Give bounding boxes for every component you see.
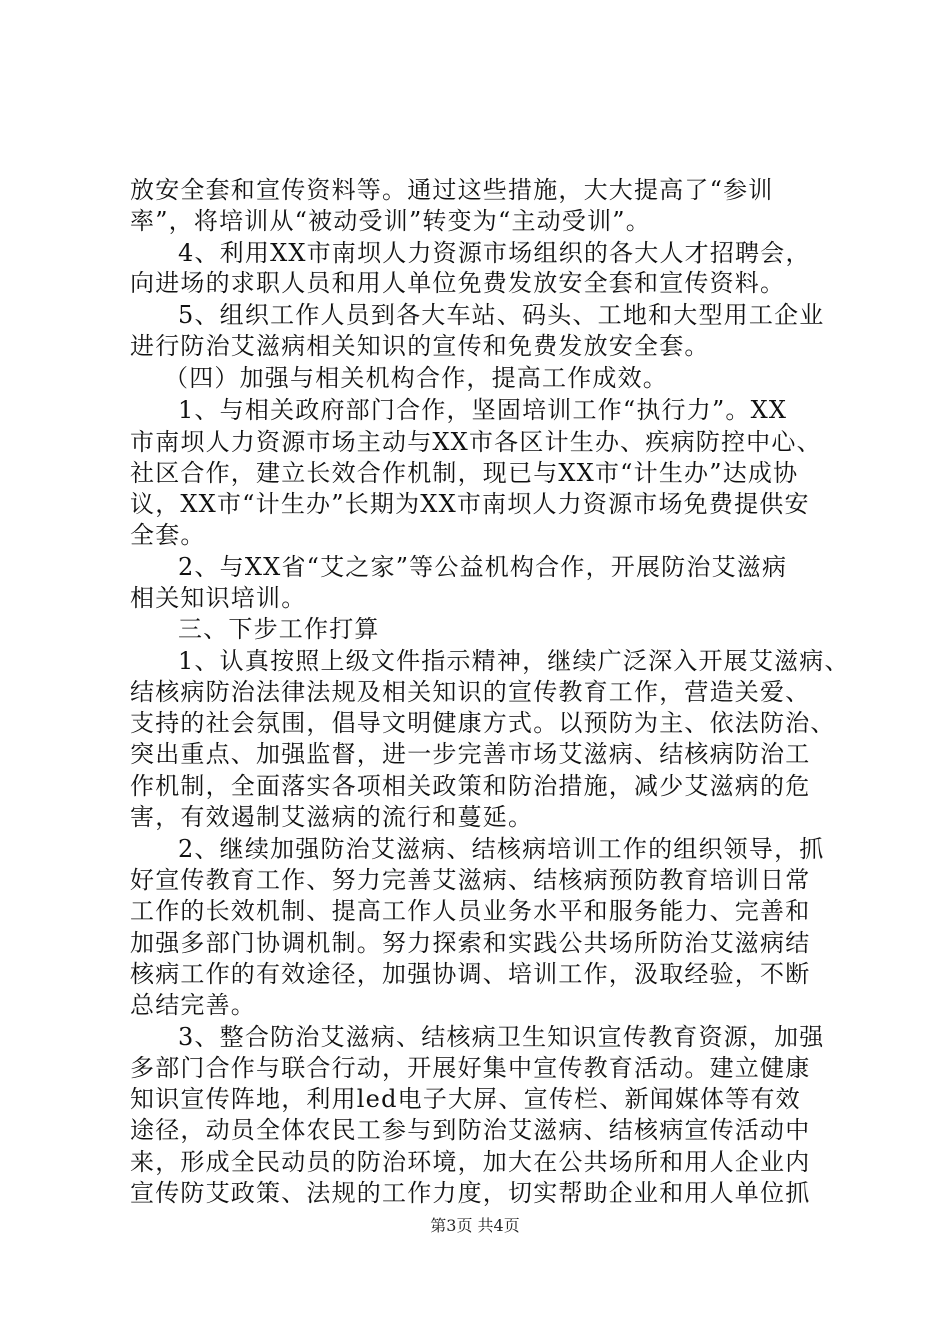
text-line: 社区合作，建立长效合作机制，现已与XX市“计生办”达成协 [130, 459, 799, 487]
text-line: 3、整合防治艾滋病、结核病卫生知识宣传教育资源，加强 [178, 1023, 825, 1051]
text-line: 议，XX市“计生办”长期为XX市南坝人力资源市场免费提供安 [130, 490, 810, 518]
section-heading: 三、下步工作打算 [178, 615, 380, 643]
text-line: 多部门合作与联合行动，开展好集中宣传教育活动。建立健康 [130, 1054, 811, 1082]
text-line: 核病工作的有效途径，加强协调、培训工作，汲取经验，不断 [130, 960, 811, 988]
text-line: 来，形成全民动员的防治环境，加大在公共场所和用人企业内 [130, 1148, 811, 1176]
text-line: 总结完善。 [130, 991, 256, 1019]
text-line: 突出重点、加强监督，进一步完善市场艾滋病、结核病防治工 [130, 740, 811, 768]
text-line: 2、与XX省“艾之家”等公益机构合作，开展防治艾滋病 [178, 553, 788, 581]
section-heading: （四）加强与相关机构合作，提高工作成效。 [164, 364, 668, 392]
text-line: 加强多部门协调机制。努力探索和实践公共场所防治艾滋病结 [130, 929, 811, 957]
text-line: 进行防治艾滋病相关知识的宣传和免费发放安全套。 [130, 332, 710, 360]
page-number-footer: 第3页 共4页 [430, 1216, 520, 1235]
text-line: 1、与相关政府部门合作，坚固培训工作“执行力”。XX [178, 396, 788, 424]
text-line: 5、组织工作人员到各大车站、码头、工地和大型用工企业 [178, 301, 825, 329]
text-line: 支持的社会氛围，倡导文明健康方式。以预防为主、依法防治、 [130, 709, 836, 737]
text-line: 作机制，全面落实各项相关政策和防治措施，减少艾滋病的危 [130, 772, 811, 800]
text-line: 途径，动员全体农民工参与到防治艾滋病、结核病宣传活动中 [130, 1116, 811, 1144]
text-line: 4、利用XX市南坝人力资源市场组织的各大人才招聘会， [178, 239, 811, 267]
text-line: 全套。 [130, 521, 206, 549]
text-line: 2、继续加强防治艾滋病、结核病培训工作的组织领导，抓 [178, 835, 825, 863]
text-line: 结核病防治法律法规及相关知识的宣传教育工作，营造关爱、 [130, 678, 811, 706]
text-line: 市南坝人力资源市场主动与XX市各区计生办、疾病防控中心、 [130, 428, 822, 456]
text-line: 1、认真按照上级文件指示精神，继续广泛深入开展艾滋病、 [178, 647, 850, 675]
text-line: 相关知识培训。 [130, 584, 307, 612]
text-line: 好宣传教育工作、努力完善艾滋病、结核病预防教育培训日常 [130, 866, 811, 894]
text-line: 工作的长效机制、提高工作人员业务水平和服务能力、完善和 [130, 897, 811, 925]
text-line: 放安全套和宣传资料等。通过这些措施，大大提高了“参训 [130, 176, 774, 204]
text-line: 宣传防艾政策、法规的工作力度，切实帮助企业和用人单位抓 [130, 1179, 811, 1207]
text-line: 害，有效遏制艾滋病的流行和蔓延。 [130, 803, 534, 831]
text-line: 率”，将培训从“被动受训”转变为“主动受训”。 [130, 207, 651, 235]
text-line: 向进场的求职人员和用人单位免费发放安全套和宣传资料。 [130, 269, 786, 297]
text-line: 知识宣传阵地，利用led电子大屏、宣传栏、新闻媒体等有效 [130, 1085, 801, 1113]
